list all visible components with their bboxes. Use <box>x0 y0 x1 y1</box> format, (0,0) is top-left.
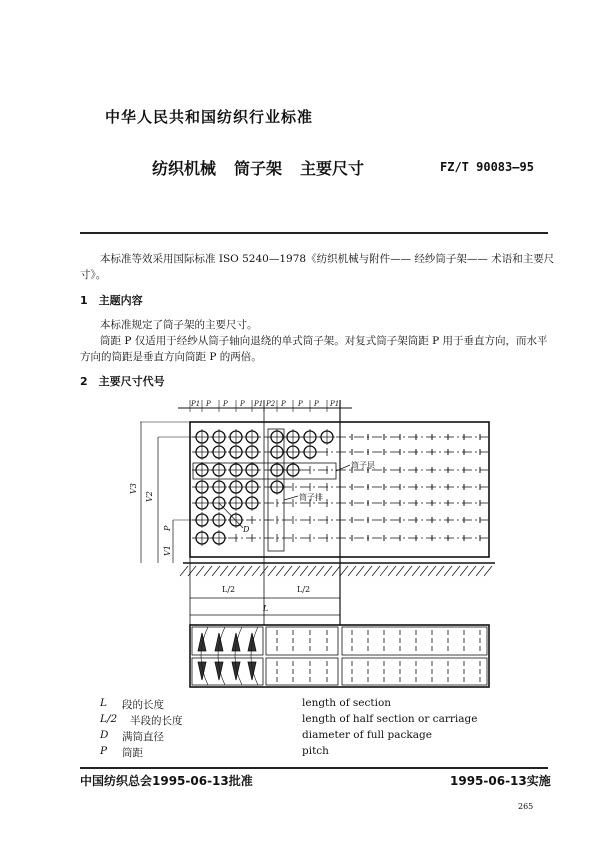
legend-en: length of section <box>302 697 392 709</box>
title-part: 纺织机械 <box>152 159 217 178</box>
ground-hatch <box>444 566 452 576</box>
ground-hatch <box>300 566 308 576</box>
ground-hatch <box>220 566 228 576</box>
label-d: D <box>243 525 250 534</box>
label-column: 筒子排 <box>299 493 323 502</box>
intro-line: 本标准等效采用国际标准 ISO 5240—1978《纺织机械与附件—— 经纱筒子架—— 术语和主要尺 <box>100 253 555 265</box>
paragraph: 筒距 P 仅适用于经纱从筒子轴向退绕的单式筒子架。对复式筒子架筒距 P 用于垂直方向，而水平 <box>100 335 548 347</box>
pitch-label: P <box>281 400 286 408</box>
legend-en: diameter of full package <box>302 729 432 741</box>
ground-hatch <box>276 566 284 576</box>
page-number: 265 <box>518 802 534 811</box>
ground-hatch <box>332 566 340 576</box>
ground-hatch <box>372 566 380 576</box>
pitch-label: P1 <box>191 400 201 408</box>
ground-hatch <box>460 566 468 576</box>
ground-hatch <box>196 566 204 576</box>
paragraph: 本标准规定了筒子架的主要尺寸。 <box>100 319 258 331</box>
pitch-label: P1 <box>330 400 340 408</box>
label-half-l: L/2 <box>297 585 311 594</box>
ground-hatch <box>188 566 196 576</box>
ground-hatch <box>284 566 292 576</box>
pitch-label: P <box>223 400 228 408</box>
legend-cn: 满筒直径 <box>122 731 164 743</box>
ground-hatch <box>484 566 492 576</box>
ground-hatch <box>388 566 396 576</box>
creel-bay <box>342 627 487 655</box>
section-1-heading: 1 主题内容 <box>80 294 143 307</box>
paragraph: 方向的筒距是垂直方向筒距 P 的两倍。 <box>80 351 262 363</box>
title-part: 主要尺寸 <box>300 159 365 178</box>
ground-hatch <box>380 566 388 576</box>
ground-hatch <box>436 566 444 576</box>
ground-hatch <box>308 566 316 576</box>
package-icon <box>198 633 206 651</box>
label-layer: 筒子层 <box>351 461 375 470</box>
org-title: 中华人民共和国纺织行业标准 <box>105 108 314 126</box>
ground-hatch <box>340 566 348 576</box>
package-icon <box>215 633 223 651</box>
ground-hatch <box>364 566 372 576</box>
ground-hatch <box>316 566 324 576</box>
ground-hatch <box>428 566 436 576</box>
package-icon <box>232 633 240 651</box>
footer-rule <box>80 767 548 769</box>
label-v2: V2 <box>145 491 154 502</box>
ground-hatch <box>180 566 188 576</box>
label-v3: V3 <box>129 483 138 494</box>
ground-hatch <box>236 566 244 576</box>
ground-hatch <box>396 566 404 576</box>
ground-hatch <box>324 566 332 576</box>
ground-hatch <box>412 566 420 576</box>
pitch-label: P1 <box>254 400 264 408</box>
legend-en: length of half section or carriage <box>302 713 478 725</box>
creel-bay <box>342 658 487 685</box>
ground-hatch <box>244 566 252 576</box>
pitch-label: P <box>240 400 245 408</box>
pitch-label: P <box>314 400 319 408</box>
ground-hatch <box>228 566 236 576</box>
label-p: P <box>163 525 172 531</box>
pitch-label: P <box>206 400 211 408</box>
title-part: 筒子架 <box>234 159 283 178</box>
ground-hatch <box>476 566 484 576</box>
label-l: L <box>263 604 269 613</box>
legend-symbol: L/2 <box>100 713 118 725</box>
ground-hatch <box>356 566 364 576</box>
legend-cn: 半段的长度 <box>130 715 183 727</box>
label-half-l: L/2 <box>222 585 236 594</box>
legend-cn: 筒距 <box>122 747 143 759</box>
ground-hatch <box>452 566 460 576</box>
ground-hatch <box>292 566 300 576</box>
ground-hatch <box>468 566 476 576</box>
section-2-heading: 2 主要尺寸代号 <box>80 375 165 388</box>
package-icon <box>248 633 256 651</box>
ground-hatch <box>420 566 428 576</box>
pitch-label: P2 <box>266 400 276 408</box>
approval-date: 中国纺织总会1995-06-13批准 <box>80 774 253 788</box>
legend-cn: 段的长度 <box>122 699 164 711</box>
legend-en: pitch <box>302 745 329 757</box>
ground-hatch <box>252 566 260 576</box>
legend-symbol: P <box>100 745 108 757</box>
legend-symbol: D <box>100 729 109 741</box>
ground-hatch <box>348 566 356 576</box>
ground-hatch <box>268 566 276 576</box>
intro-line: 寸》。 <box>80 269 107 281</box>
ground-hatch <box>404 566 412 576</box>
label-v1: V1 <box>163 545 172 556</box>
doc-code: FZ/T 90083—95 <box>440 160 534 174</box>
ground-hatch <box>212 566 220 576</box>
effective-date: 1995-06-13实施 <box>450 774 551 788</box>
pitch-label: P <box>298 400 303 408</box>
legend-symbol: L <box>100 697 107 709</box>
ground-hatch <box>204 566 212 576</box>
